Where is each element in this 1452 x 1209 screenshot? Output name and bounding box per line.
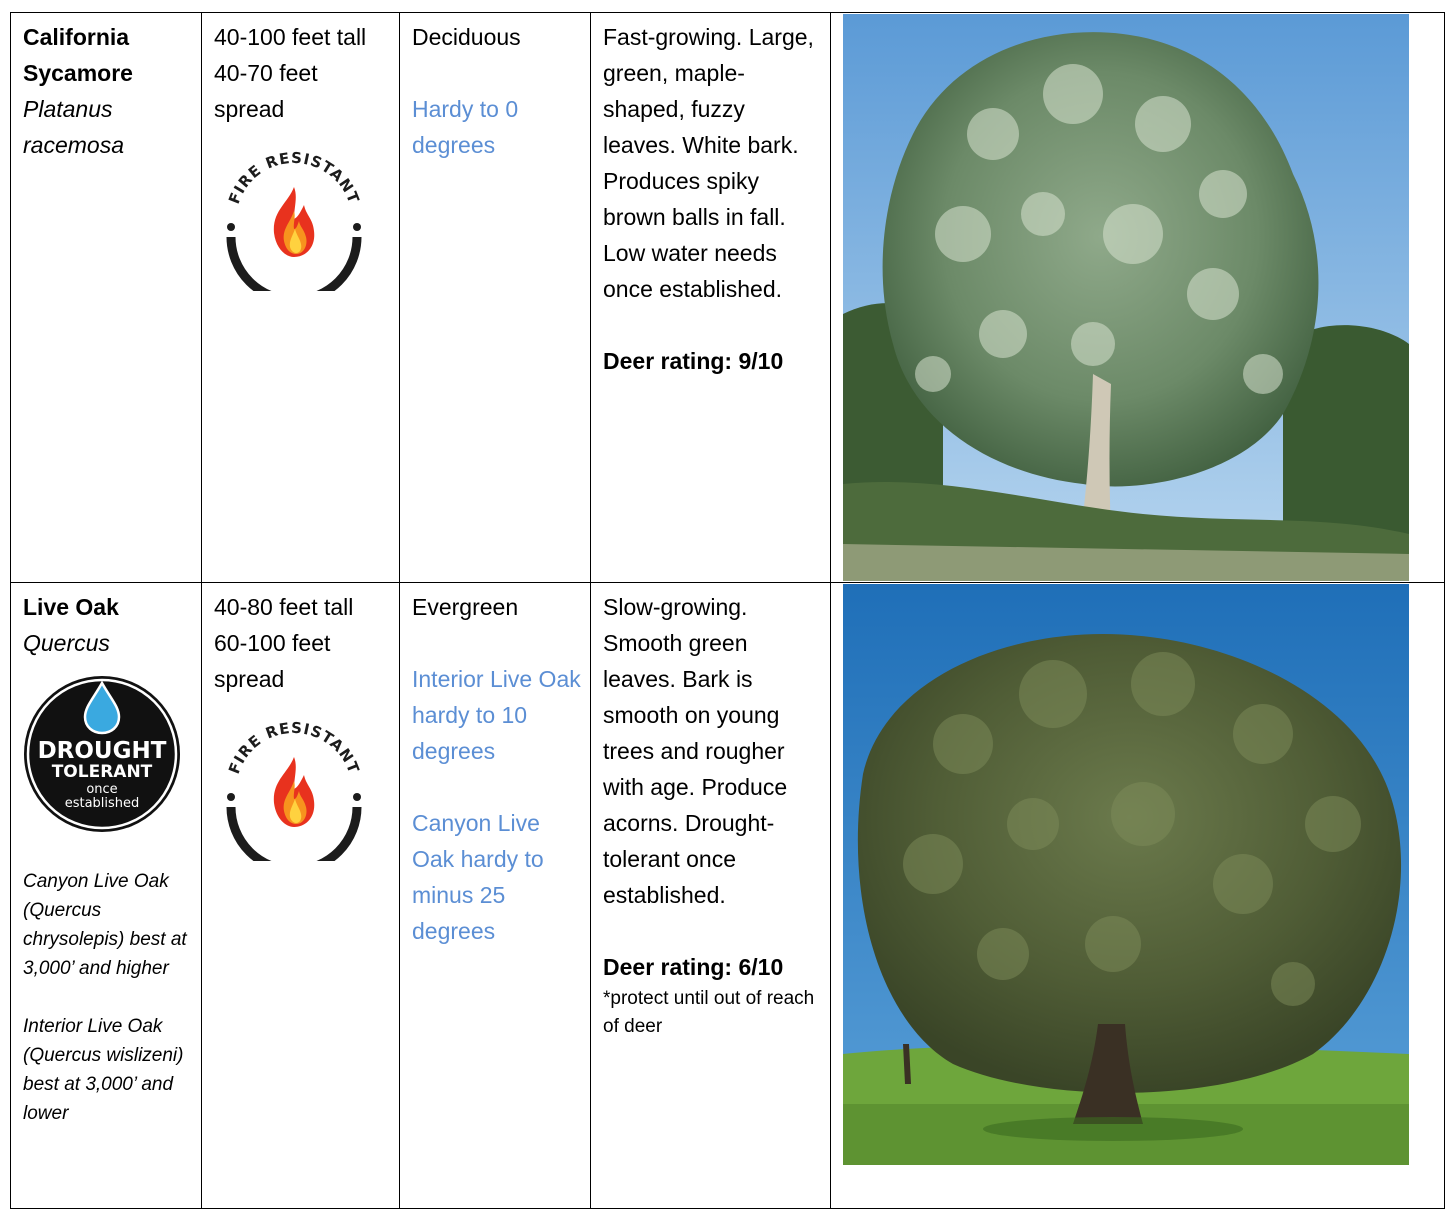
description-cell [591,583,831,1209]
scientific-name: Platanus racemosa [23,96,124,158]
common-name: Live Oak [23,594,119,620]
fire-resistant-icon [214,711,391,871]
leaf-type: Deciduous [412,24,521,50]
plant-table [10,12,1445,1209]
sycamore-tree-photo [843,14,1409,581]
foliage-cell [400,583,591,1209]
size-height: 40-100 feet tall [214,24,367,50]
interior-live-oak-note: Interior Live Oak (Quercus wislizeni) best at 3,000’ and lower [23,1016,184,1124]
photo-cell [831,13,1445,583]
deer-note: *protect until out of reach of deer [603,988,815,1037]
fire-resistant-icon [214,141,391,301]
live-oak-tree-photo [843,584,1409,1165]
hardiness-text: Hardy to 0 degrees [412,96,519,158]
common-name: California Sycamore [23,24,133,86]
canyon-live-oak-note: Canyon Live Oak (Quercus chrysolepis) best at 3,000’ and higher [23,871,187,979]
svg-text:DROUGHT: DROUGHT [37,738,167,764]
size-cell [202,13,400,583]
description-text: Slow-growing. Smooth green leaves. Bark is smooth on young trees and rougher with age. Produce acorns. Drought-tolerant once established. [603,594,788,908]
svg-text:once: once [86,782,118,797]
svg-text:FIRE RESISTANT: FIRE RESISTANT [225,718,363,777]
description-cell [591,13,831,583]
leaf-type: Evergreen [412,594,519,620]
size-cell [202,583,400,1209]
scientific-name: Quercus [23,630,110,656]
size-spread: 60-100 feet spread [214,630,331,692]
table-row [11,583,1445,1209]
svg-text:established: established [64,796,140,811]
deer-rating: Deer rating: 6/10 [603,954,784,980]
svg-text:FIRE RESISTANT: FIRE RESISTANT [225,148,363,207]
deer-rating: Deer rating: 9/10 [603,348,784,374]
hardiness-canyon: Canyon Live Oak hardy to minus 25 degrees [412,810,544,944]
svg-text:TOLERANT: TOLERANT [51,762,153,782]
foliage-cell [400,13,591,583]
name-cell [11,583,202,1209]
table-row [11,13,1445,583]
size-spread: 40-70 feet spread [214,60,318,122]
size-height: 40-80 feet tall [214,594,354,620]
hardiness-interior: Interior Live Oak hardy to 10 degrees [412,666,581,764]
description-text: Fast-growing. Large, green, maple-shaped, fuzzy leaves. White bark. Produces spiky brown balls in fall. Low water needs once established. [603,24,814,302]
name-cell [11,13,202,583]
photo-cell [831,583,1445,1209]
drought-tolerant-icon [19,673,193,845]
